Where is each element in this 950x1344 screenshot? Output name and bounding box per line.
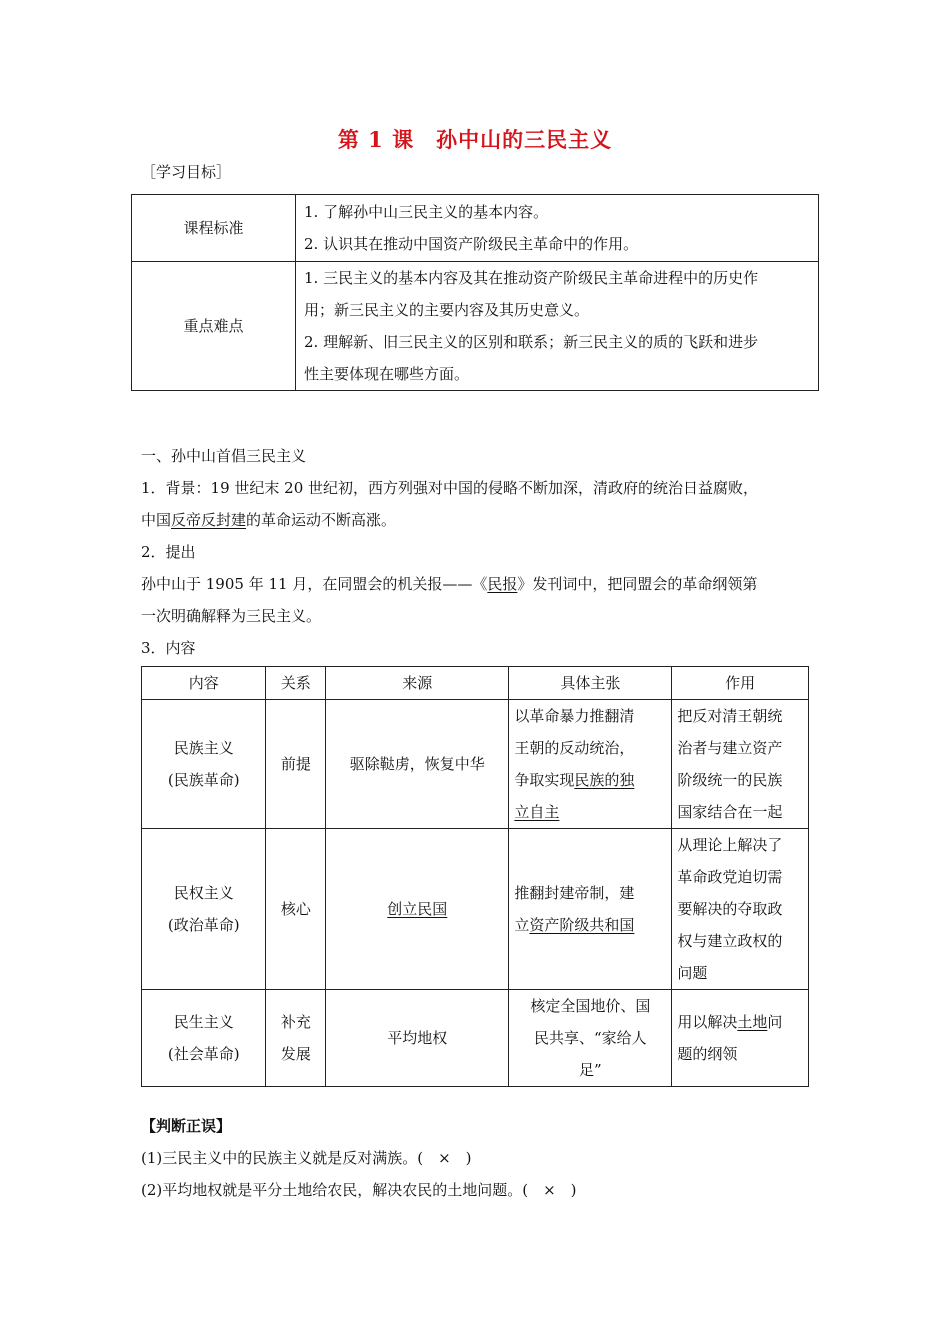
table-row	[142, 700, 809, 829]
page-title: 第 1 课 孙中山的三民主义	[337, 127, 613, 152]
underlined-answer: 民报	[487, 575, 518, 593]
column-header: 内容	[142, 667, 266, 700]
goals-line: 性主要体现在哪些方面。	[304, 365, 470, 383]
goals-line: 1. 了解孙中山三民主义的基本内容。	[304, 203, 549, 221]
table-row	[132, 195, 819, 262]
background-line-2: 中国反帝反封建的革命运动不断高涨。	[141, 511, 397, 529]
column-header: 具体主张	[509, 667, 672, 700]
table-cell: 补充 发展	[266, 990, 326, 1087]
column-header: 来源	[326, 667, 509, 700]
column-header: 关系	[266, 667, 326, 700]
proposal-line-1: 孙中山于 1905 年 11 月，在同盟会的机关报——《民报》发刊词中，把同盟会的革命纲领第	[141, 575, 758, 593]
proposal-line-2: 一次明确解释为三民主义。	[141, 607, 322, 625]
section-heading: 一、孙中山首倡三民主义	[141, 447, 307, 465]
content-table	[141, 666, 809, 1087]
goals-value-standard	[296, 195, 819, 262]
goals-key-standard: 课程标准	[132, 195, 296, 262]
background-line-1: 1．背景：19 世纪末 20 世纪初，西方列强对中国的侵略不断加深，清政府的统治日益腐败，	[141, 479, 759, 497]
subheading-proposal: 2．提出	[141, 543, 196, 561]
table-row	[142, 990, 809, 1087]
subheading-content: 3．内容	[141, 639, 196, 657]
table-row	[132, 262, 819, 391]
underlined-answer: 反帝反封建	[171, 511, 247, 529]
goals-line: 1. 三民主义的基本内容及其在推动资产阶级民主革命进程中的历史作	[304, 269, 759, 287]
table-cell: 核定全国地价、国 民共享、“家给人 足”	[509, 990, 672, 1087]
column-header: 作用	[672, 667, 809, 700]
table-row	[142, 829, 809, 990]
underlined-answer: 创立民国	[387, 900, 448, 918]
underlined-answer: 土地	[737, 1013, 768, 1031]
goals-key-focus: 重点难点	[132, 262, 296, 391]
table-cell: 用以解决土地问 题的纲领	[672, 990, 809, 1087]
goals-table	[131, 194, 819, 391]
table-cell: 驱除鞑虏，恢复中华	[326, 700, 509, 829]
goals-line: 2. 理解新、旧三民主义的区别和联系；新三民主义的质的飞跃和进步	[304, 333, 759, 351]
underlined-answer: 资产阶级共和国	[529, 916, 635, 934]
underlined-answer: 立自主	[514, 803, 560, 821]
table-cell: 民生主义 (社会革命)	[142, 990, 266, 1087]
table-header-row	[142, 667, 809, 700]
table-cell: 民权主义 (政治革命)	[142, 829, 266, 990]
judge-item: (2)平均地权就是平分土地给农民，解决农民的土地问题。( × )	[141, 1181, 577, 1199]
table-cell: 核心	[266, 829, 326, 990]
table-cell: 平均地权	[326, 990, 509, 1087]
table-cell: 推翻封建帝制，建 立资产阶级共和国	[509, 829, 672, 990]
judge-item: (1)三民主义中的民族主义就是反对满族。( × )	[141, 1149, 472, 1167]
table-cell: 以革命暴力推翻清 王朝的反动统治， 争取实现民族的独 立自主	[509, 700, 672, 829]
table-cell: 从理论上解决了 革命政党迫切需 要解决的夺取政 权与建立政权的 问题	[672, 829, 809, 990]
table-cell: 前提	[266, 700, 326, 829]
table-cell: 把反对清王朝统 治者与建立资产 阶级统一的民族 国家结合在一起	[672, 700, 809, 829]
goals-line: 用；新三民主义的主要内容及其历史意义。	[304, 301, 590, 319]
goals-line: 2. 认识其在推动中国资产阶级民主革命中的作用。	[304, 235, 639, 253]
goals-value-focus	[296, 262, 819, 391]
judge-title: 【判断正误】	[141, 1117, 232, 1135]
table-cell: 民族主义 (民族革命)	[142, 700, 266, 829]
table-cell	[326, 829, 509, 990]
underlined-answer: 民族的独	[574, 771, 635, 789]
goals-label: ［学习目标］	[141, 163, 232, 181]
